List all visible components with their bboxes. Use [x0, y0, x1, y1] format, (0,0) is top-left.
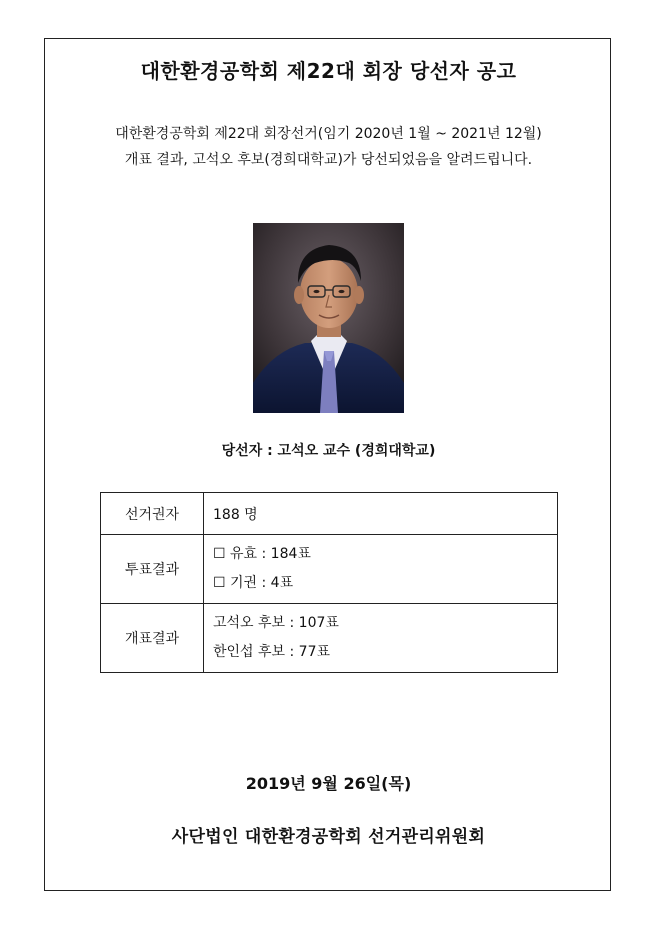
count-result-cell: [204, 604, 558, 673]
valid-votes: ☐ 유효 : 184표: [213, 546, 311, 562]
table-row: [101, 493, 558, 535]
candidate-1-votes: 고석오 후보 : 107표: [213, 615, 339, 631]
notice-date: 2019년 9월 26일(목): [245, 774, 412, 793]
voters-label: 선거권자: [101, 493, 204, 535]
winner-portrait-photo: [253, 223, 404, 413]
candidate-2-votes: 한인섭 후보 : 77표: [213, 644, 331, 660]
issuing-organization: 사단법인 대한환경공학회 선거관리위원회: [171, 827, 486, 847]
winner-announcement: 당선자 : 고석오 교수 (경희대학교): [221, 443, 436, 459]
vote-result-label: 투표결과: [101, 535, 204, 604]
abstain-votes: ☐ 기권 : 4표: [213, 575, 294, 591]
intro-line-2: 개표 결과, 고석오 후보(경희대학교)가 당선되었음을 알려드립니다.: [124, 152, 533, 168]
voters-value: 188 명: [204, 493, 558, 535]
intro-line-1: 대한환경공학회 제22대 회장선거(임기 2020년 1월 ~ 2021년 12월): [115, 126, 542, 142]
vote-result-cell: [204, 535, 558, 604]
table-row: [101, 535, 558, 604]
table-row: [101, 604, 558, 673]
election-results-table: [100, 492, 558, 673]
count-result-label: 개표결과: [101, 604, 204, 673]
notice-title: 대한환경공학회 제22대 회장 당선자 공고: [140, 59, 517, 83]
